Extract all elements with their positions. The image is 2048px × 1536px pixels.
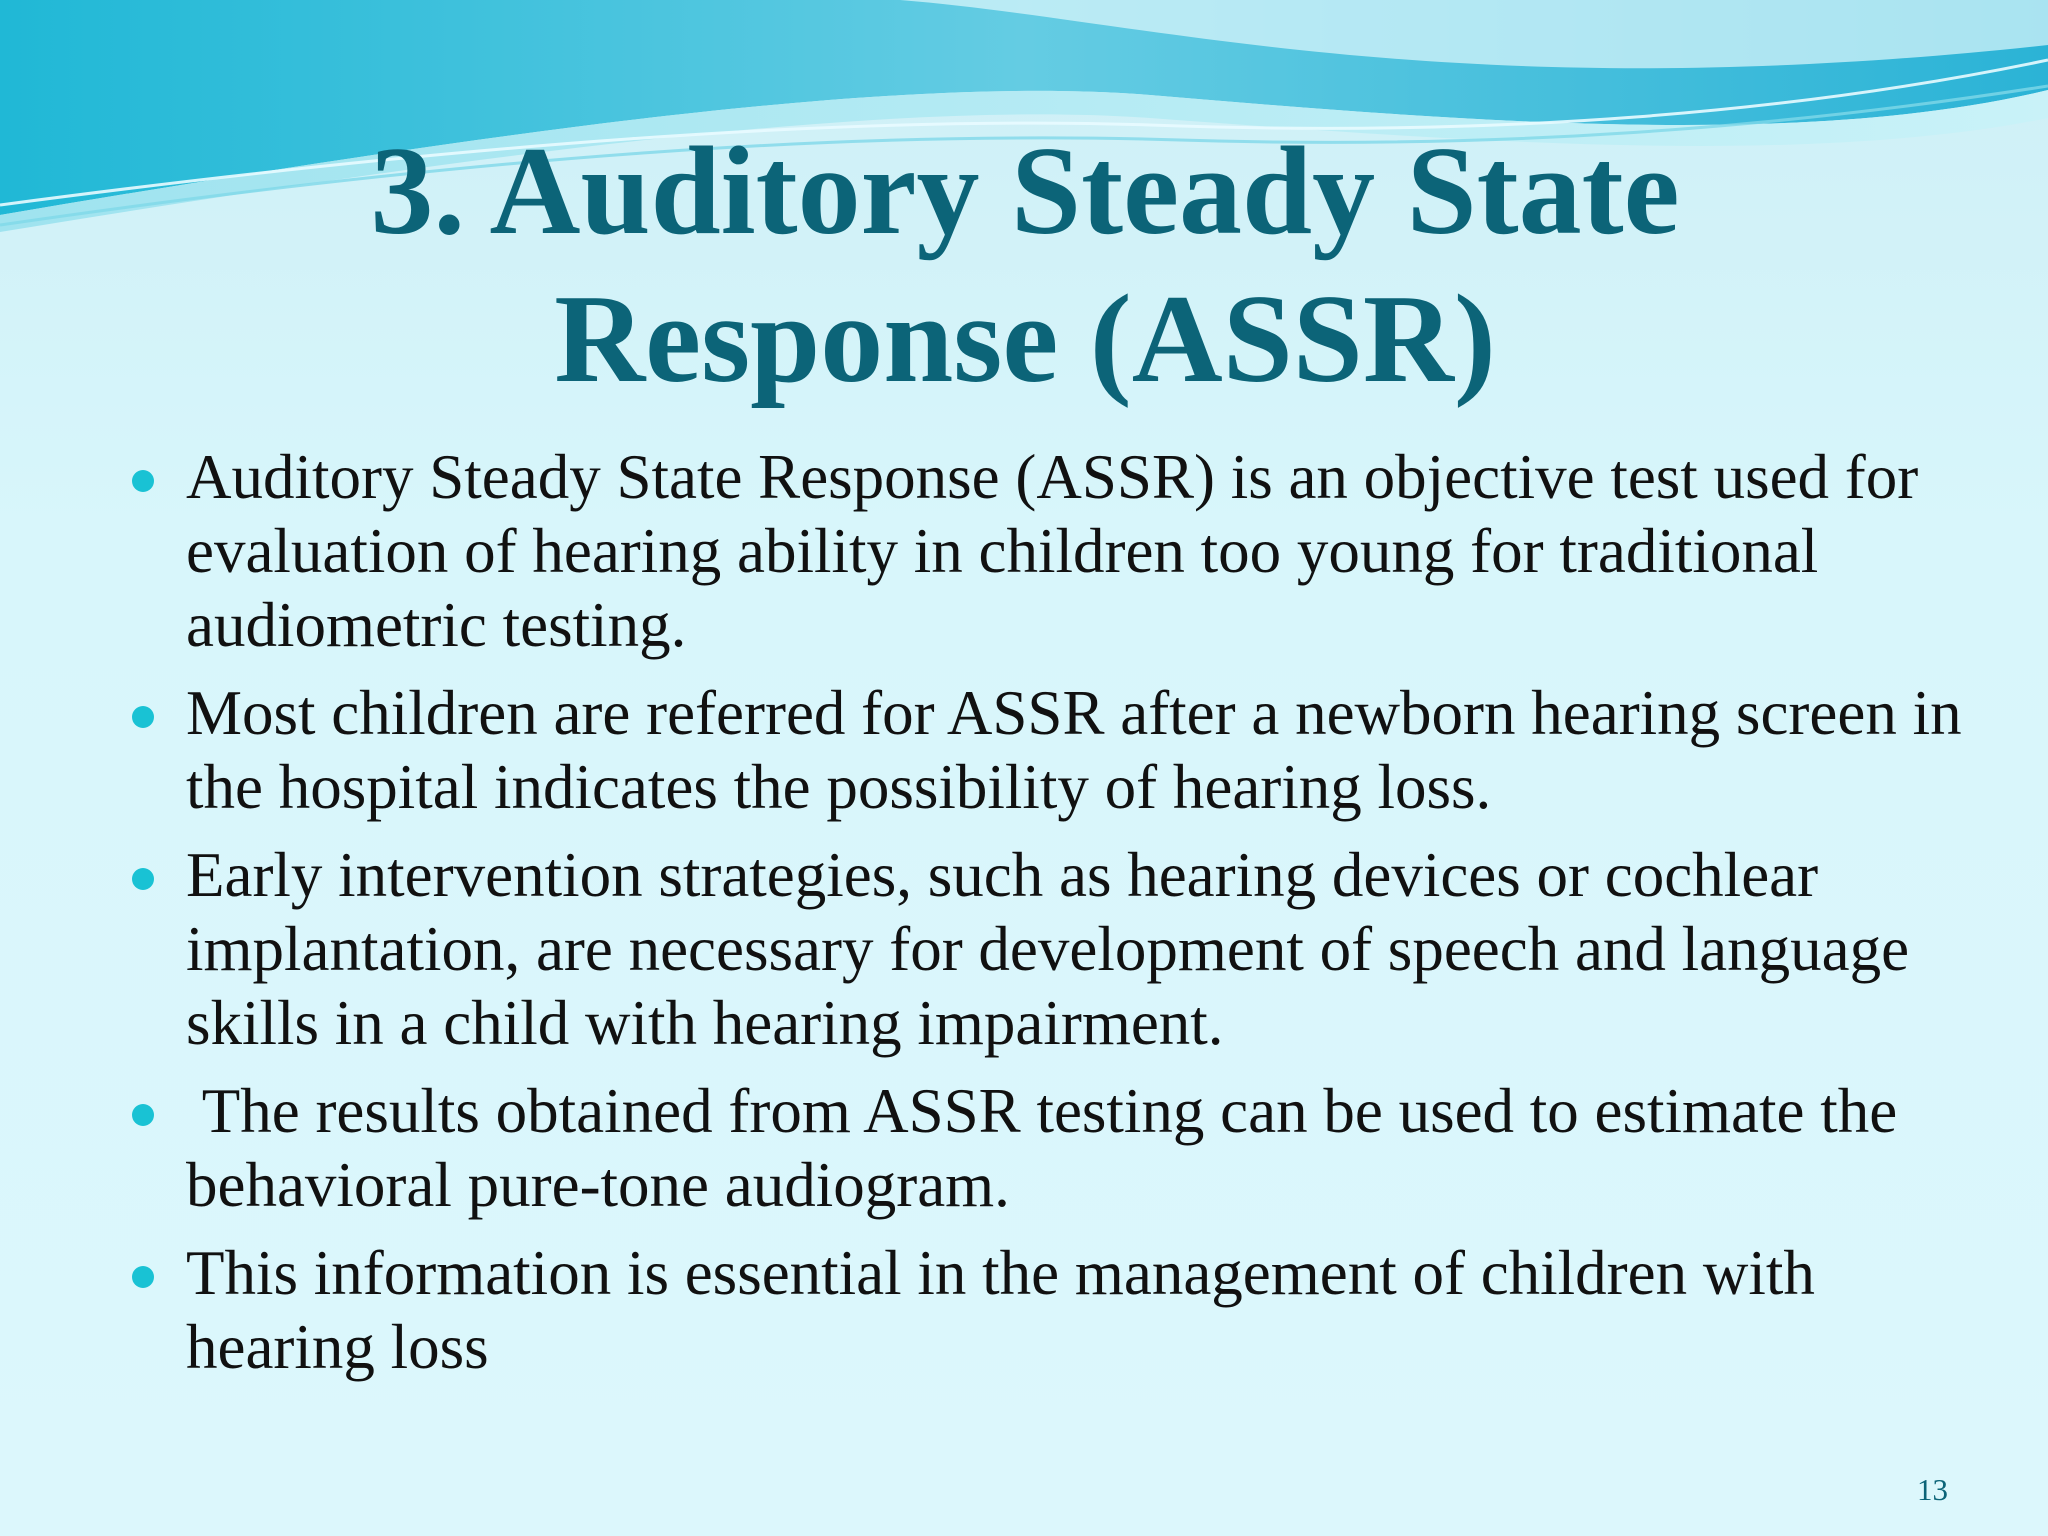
bullet-text: The results obtained from ASSR testing can be used to estimate the behavioral pure-tone audiogram. bbox=[186, 1076, 1913, 1220]
bullet-dot-icon bbox=[132, 868, 154, 890]
bullet-item bbox=[128, 838, 1968, 1060]
bullet-dot-icon bbox=[132, 1266, 154, 1288]
slide-title bbox=[200, 118, 1850, 414]
bullet-dot-icon bbox=[132, 1104, 154, 1126]
bullet-text: Most children are referred for ASSR after a newborn hearing screen in the hospital indicates the possibility of hearing loss. bbox=[186, 678, 1962, 822]
bullet-dot-icon bbox=[132, 470, 154, 492]
bullet-item bbox=[128, 676, 1968, 824]
bullet-text: Auditory Steady State Response (ASSR) is an objective test used for evaluation of hearing ability in children too young for traditional audiometric testing. bbox=[186, 442, 1919, 660]
bullet-dot-icon bbox=[132, 706, 154, 728]
slide-title-line-2: Response (ASSR) bbox=[554, 270, 1496, 409]
bullet-item bbox=[128, 440, 1968, 662]
bullet-item bbox=[128, 1236, 1968, 1384]
bullet-list bbox=[128, 440, 1968, 1398]
page-number: 13 bbox=[1917, 1472, 1948, 1507]
bullet-text: This information is essential in the management of children with hearing loss bbox=[186, 1238, 1815, 1382]
bullet-text: Early intervention strategies, such as hearing devices or cochlear implantation, are necessary for development of speech and language skills in a child with hearing impairment. bbox=[186, 840, 1910, 1058]
slide-title-line-1: 3. Auditory Steady State bbox=[370, 122, 1680, 261]
bullet-item bbox=[128, 1074, 1968, 1222]
